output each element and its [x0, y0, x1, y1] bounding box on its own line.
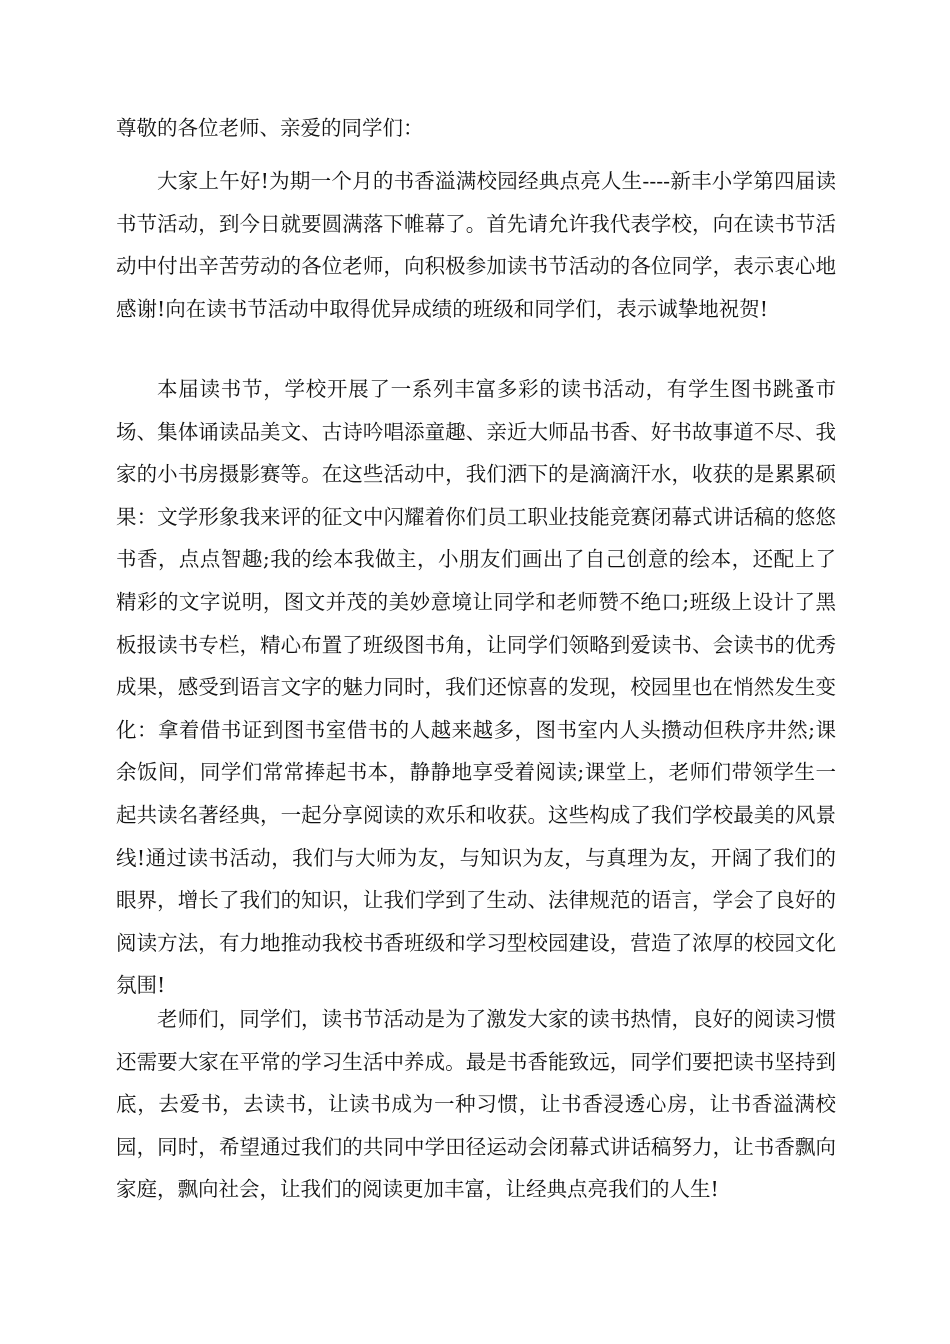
paragraph-opening: 大家上午好!为期一个月的书香溢满校园经典点亮人生----新丰小学第四届读书节活动，到今日就要圆满落下帷幕了。首先请允许我代表学校，向在读书节活动中付出辛苦劳动的各位老师，向积极参加读书节活动的各位同学，表示衷心地感谢!向在读书节活动中取得优异成绩的班级和同学们，表示诚挚地祝贺! — [116, 169, 836, 321]
paragraph-activities: 本届读书节，学校开展了一系列丰富多彩的读书活动，有学生图书跳蚤市场、集体诵读品美文、古诗吟唱添童趣、亲近大师品书香、好书故事道不尽、我家的小书房摄影赛等。在这些活动中，我们洒下的是滴滴汗水，收获的是累累硕果：文学形象我来评的征文中闪耀着你们员工职业技能竞赛闭幕式讲话稿的悠悠书香，点点智趣;我的绘本我做主，小朋友们画出了自己创意的绘本，还配上了精彩的文字说明，图文并茂的美妙意境让同学和老师赞不绝口;班级上设计了黑板报读书专栏，精心布置了班级图书角，让同学们领略到爱读书、会读书的优秀成果，感受到语言文字的魅力同时，我们还惊喜的发现，校园里也在悄然发生变化：拿着借书证到图书室借书的人越来越多，图书室内人头攒动但秩序井然;课余饭间，同学们常常捧起书本，静静地享受着阅读;课堂上，老师们带领学生一起共读名著经典，一起分享阅读的欢乐和收获。这些构成了我们学校最美的风景线!通过读书活动，我们与大师为友，与知识为友，与真理为友，开阔了我们的眼界，增长了我们的知识，让我们学到了生动、法律规范的语言，学会了良好的阅读方法，有力地推动我校书香班级和学习型校园建设，营造了浓厚的校园文化氛围! — [116, 377, 836, 998]
paragraph-closing: 老师们，同学们，读书节活动是为了激发大家的读书热情，良好的阅读习惯还需要大家在平常的学习生活中养成。最是书香能致远，同学们要把读书坚持到底，去爱书，去读书，让读书成为一种习惯，让书香浸透心房，让书香溢满校园，同时，希望通过我们的共同中学田径运动会闭幕式讲话稿努力，让书香飘向家庭，飘向社会，让我们的阅读更加丰富，让经典点亮我们的人生! — [116, 1007, 836, 1202]
paragraph-container-2 — [116, 368, 836, 1007]
greeting-line: 尊敬的各位老师、亲爱的同学们： — [116, 116, 424, 140]
paragraph-container-3 — [116, 998, 836, 1211]
paragraph-container-1 — [116, 160, 836, 330]
